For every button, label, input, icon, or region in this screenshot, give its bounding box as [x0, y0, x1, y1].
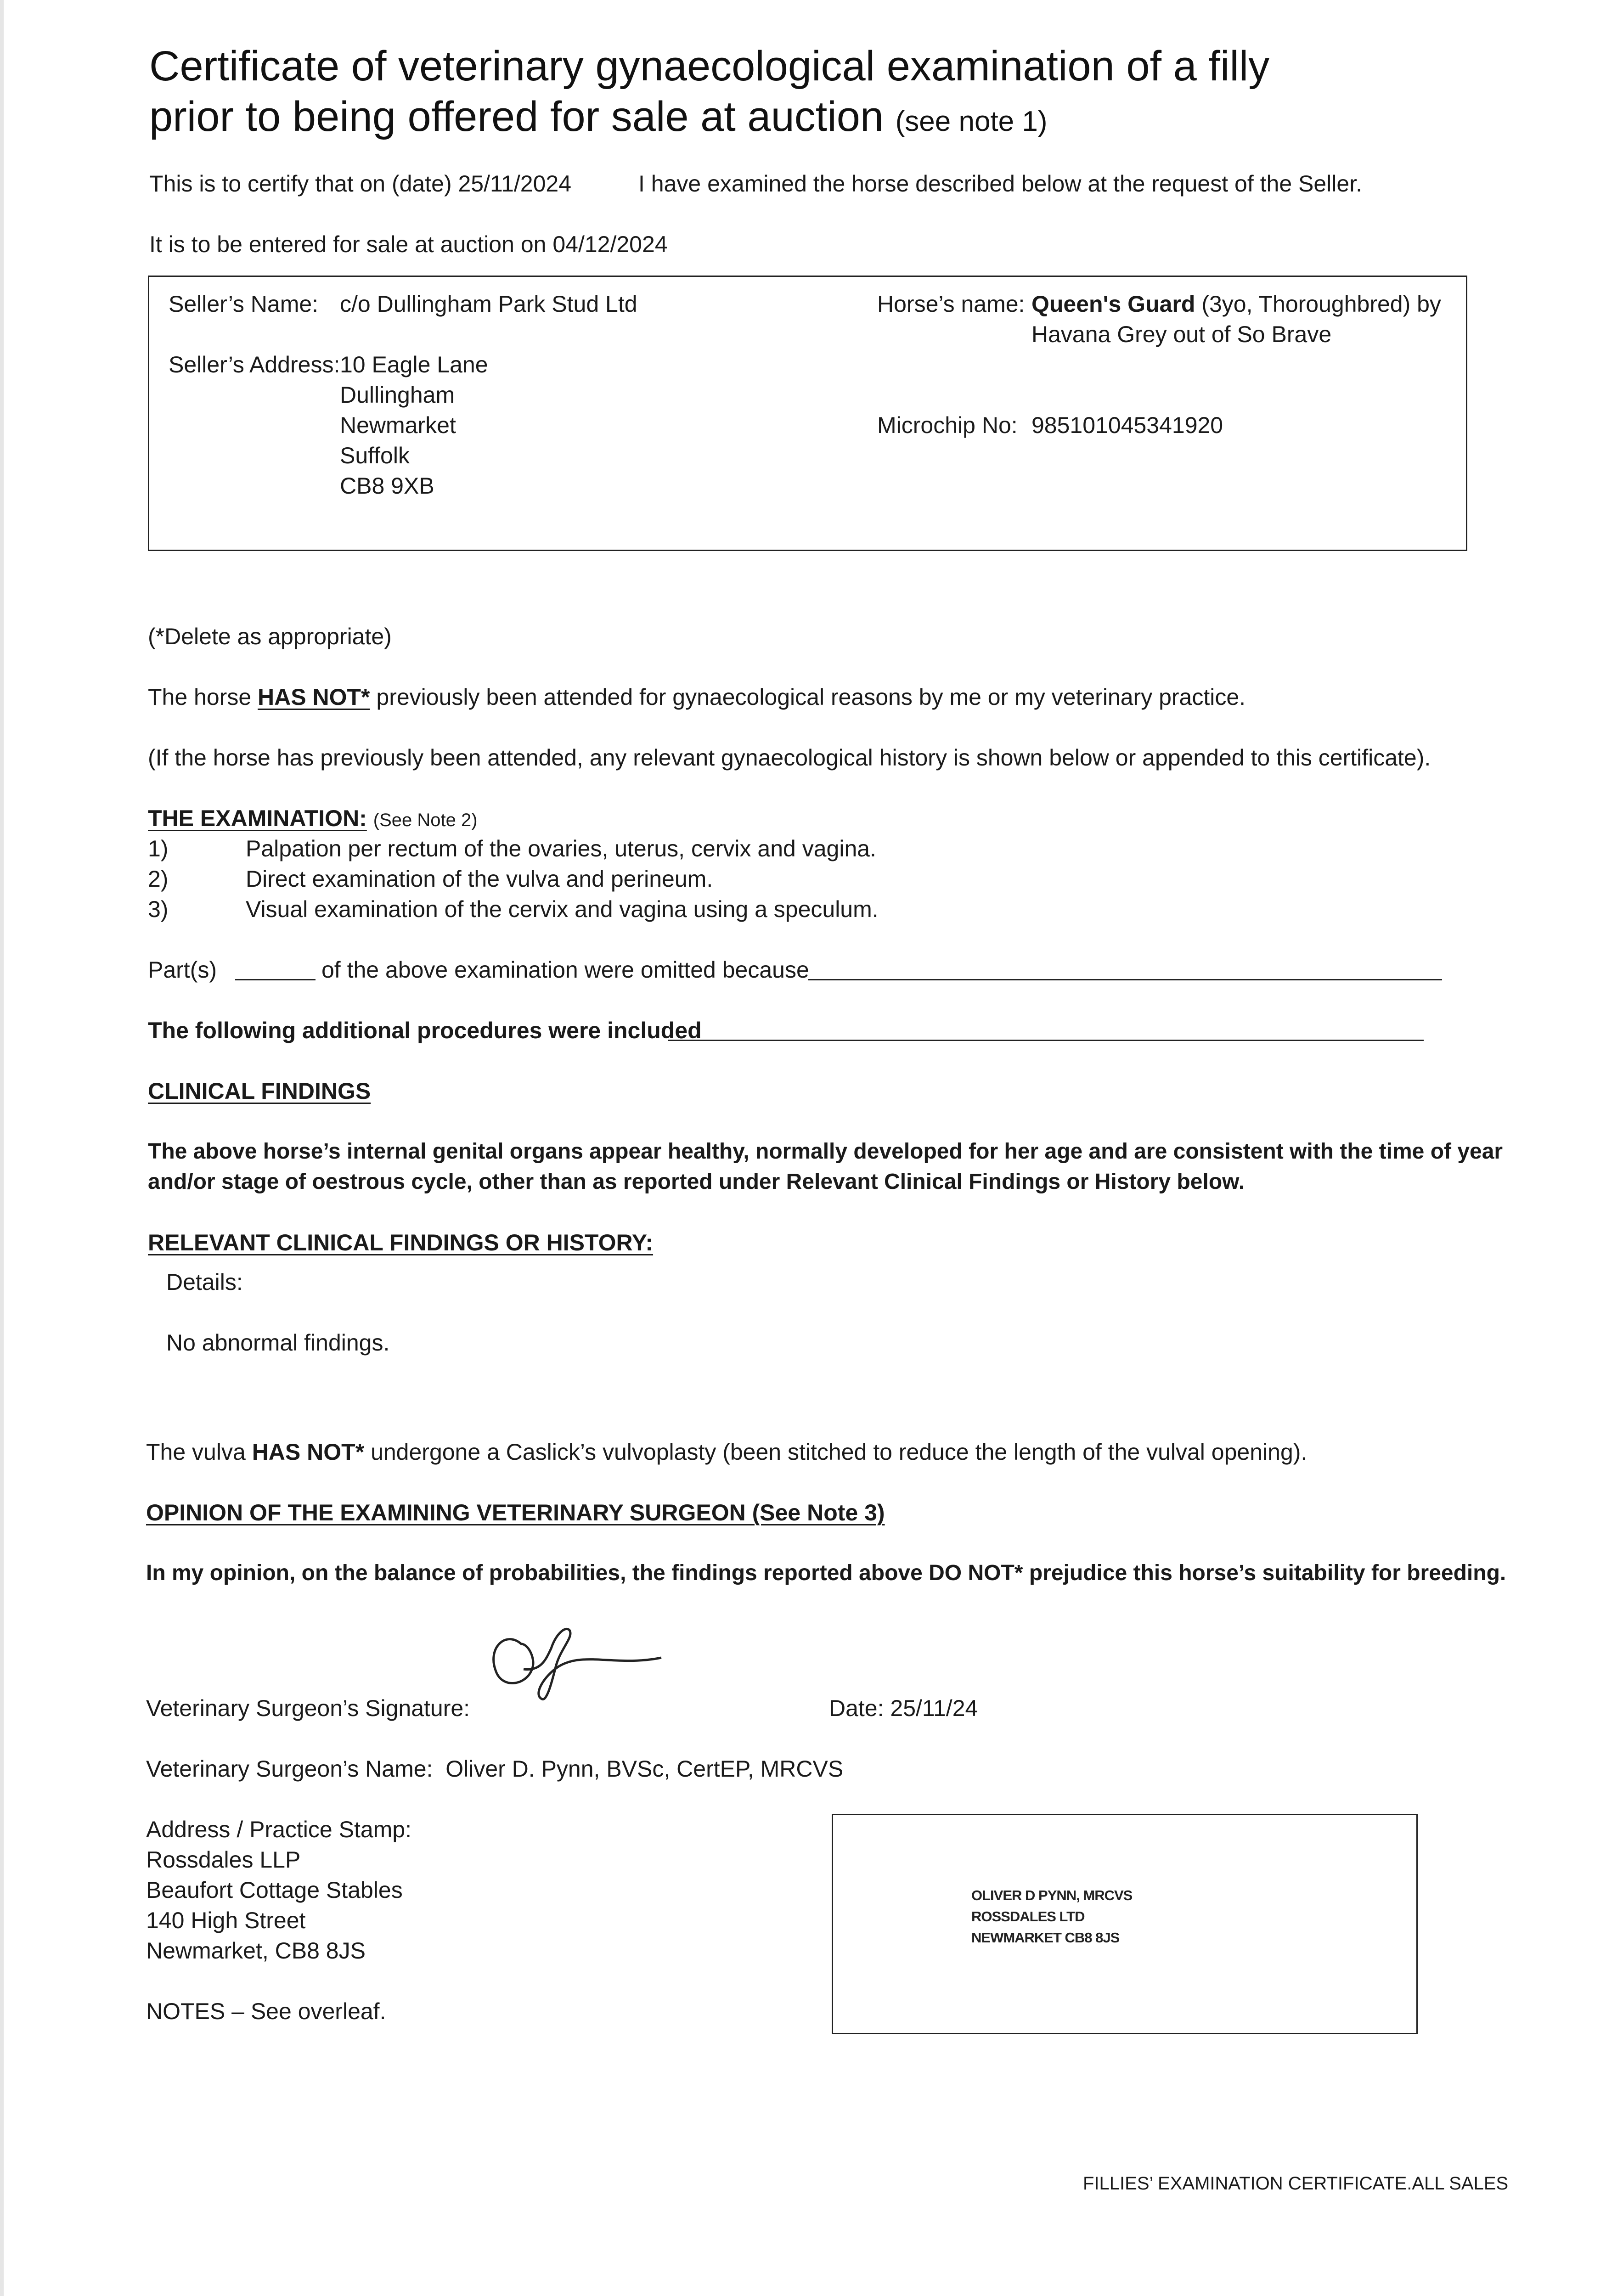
seller-address-line: CB8 9XB	[340, 473, 434, 499]
seller-name-label: Seller’s Name:	[169, 291, 319, 317]
horse-name-label: Horse’s name:	[877, 291, 1025, 317]
microchip-number: 985101045341920	[1031, 412, 1223, 438]
title-line-2: prior to being offered for sale at auction (see note 1)	[149, 93, 1048, 140]
delete-note: (*Delete as appropriate)	[148, 624, 392, 649]
horse-breeding: Havana Grey out of So Brave	[1031, 321, 1332, 347]
seller-address-line: Suffolk	[340, 443, 410, 468]
horse-details: (3yo, Thoroughbred) by	[1201, 291, 1441, 317]
exam-date: 25/11/2024	[458, 171, 572, 197]
surgeon-name: Oliver D. Pynn, BVSc, CertEP, MRCVS	[445, 1756, 844, 1782]
clinical-line-2: and/or stage of oestrous cycle, other than as reported under Relevant Clinical Findings or History below.	[148, 1170, 1245, 1194]
vulva-line: The vulva HAS NOT* undergone a Caslick’s vulvoplasty (been stitched to reduce the length of the vulval opening).	[146, 1439, 1307, 1465]
examination-heading: THE EXAMINATION: (See Note 2)	[148, 805, 478, 831]
practice-line: Newmarket, CB8 8JS	[146, 1938, 366, 1964]
exam-item-num: 1)	[148, 836, 169, 861]
practice-stamp-box	[832, 1814, 1418, 2034]
omitted-prefix: Part(s)	[148, 957, 217, 983]
practice-line: Beaufort Cottage Stables	[146, 1877, 403, 1903]
exam-item-text: Palpation per rectum of the ovaries, uterus, cervix and vagina.	[246, 836, 876, 861]
seller-address-line: Newmarket	[340, 412, 456, 438]
scan-edge	[0, 0, 4, 2296]
certify-prefix: This is to certify that on (date) 25/11/2024	[149, 171, 572, 197]
seller-address-label: Seller’s Address:	[169, 352, 340, 377]
practice-line: 140 High Street	[146, 1908, 306, 1933]
exam-item-text: Direct examination of the vulva and perineum.	[246, 866, 713, 892]
clinical-heading: CLINICAL FINDINGS	[148, 1078, 371, 1104]
additional-procedures-line	[668, 1040, 1424, 1041]
omitted-parts-line	[235, 979, 316, 980]
signature-label: Veterinary Surgeon’s Signature:	[146, 1695, 470, 1721]
auction-line: It is to be entered for sale at auction on 04/12/2024	[149, 231, 668, 257]
attended-status: HAS NOT*	[258, 684, 370, 710]
details-text: No abnormal findings.	[166, 1330, 390, 1356]
practice-line: Rossdales LLP	[146, 1847, 301, 1873]
exam-item-num: 3)	[148, 896, 169, 922]
relevant-heading: RELEVANT CLINICAL FINDINGS OR HISTORY:	[148, 1230, 654, 1255]
stamp-line: OLIVER D PYNN, MRCVS	[971, 1887, 1133, 1903]
stamp-line: NEWMARKET CB8 8JS	[971, 1930, 1120, 1946]
omitted-middle: of the above examination were omitted because	[321, 957, 809, 983]
signature-image	[478, 1616, 671, 1708]
opinion-text: In my opinion, on the balance of probabilities, the findings reported above DO NOT* prejudice this horse’s suitability for breeding.	[146, 1561, 1506, 1585]
history-note: (If the horse has previously been attended, any relevant gynaecological history is shown below or appended to this certificate).	[148, 745, 1431, 771]
examination-note: (See Note 2)	[373, 810, 478, 830]
footer-label: FILLIES’ EXAMINATION CERTIFICATE.ALL SALES	[1083, 2173, 1509, 2194]
surgeon-name-line: Veterinary Surgeon’s Name: Oliver D. Pynn, BVSc, CertEP, MRCVS	[146, 1756, 844, 1782]
certify-suffix: I have examined the horse described below at the request of the Seller.	[638, 171, 1362, 197]
attended-line: The horse HAS NOT* previously been attended for gynaecological reasons by me or my veterinary practice.	[148, 684, 1246, 710]
stamp-line: ROSSDALES LTD	[971, 1908, 1085, 1925]
omitted-reason-line	[808, 979, 1442, 980]
seller-address-line: Dullingham	[340, 382, 455, 408]
title-line-1: Certificate of veterinary gynaecological examination of a filly	[149, 43, 1270, 90]
microchip-label: Microchip No:	[877, 412, 1018, 438]
practice-label: Address / Practice Stamp:	[146, 1817, 412, 1842]
seller-name: c/o Dullingham Park Stud Ltd	[340, 291, 637, 317]
exam-item-num: 2)	[148, 866, 169, 892]
additional-procedures: The following additional procedures were included	[148, 1018, 702, 1043]
opinion-heading: OPINION OF THE EXAMINING VETERINARY SURGEON (See Note 3)	[146, 1500, 885, 1525]
signature-date: Date: 25/11/24	[829, 1695, 978, 1721]
details-label: Details:	[166, 1269, 243, 1295]
horse-name: Queen's Guard	[1031, 291, 1195, 317]
horse-name-line	[1031, 290, 1441, 318]
notes-line: NOTES – See overleaf.	[146, 1998, 386, 2024]
title-note: (see note 1)	[895, 106, 1048, 137]
auction-date: 04/12/2024	[552, 231, 668, 257]
seller-address-line: 10 Eagle Lane	[340, 352, 488, 377]
exam-item-text: Visual examination of the cervix and vagina using a speculum.	[246, 896, 879, 922]
vulva-status: HAS NOT*	[252, 1439, 365, 1465]
clinical-line-1: The above horse’s internal genital organs appear healthy, normally developed for her age and are consistent with the time of year	[148, 1139, 1503, 1164]
